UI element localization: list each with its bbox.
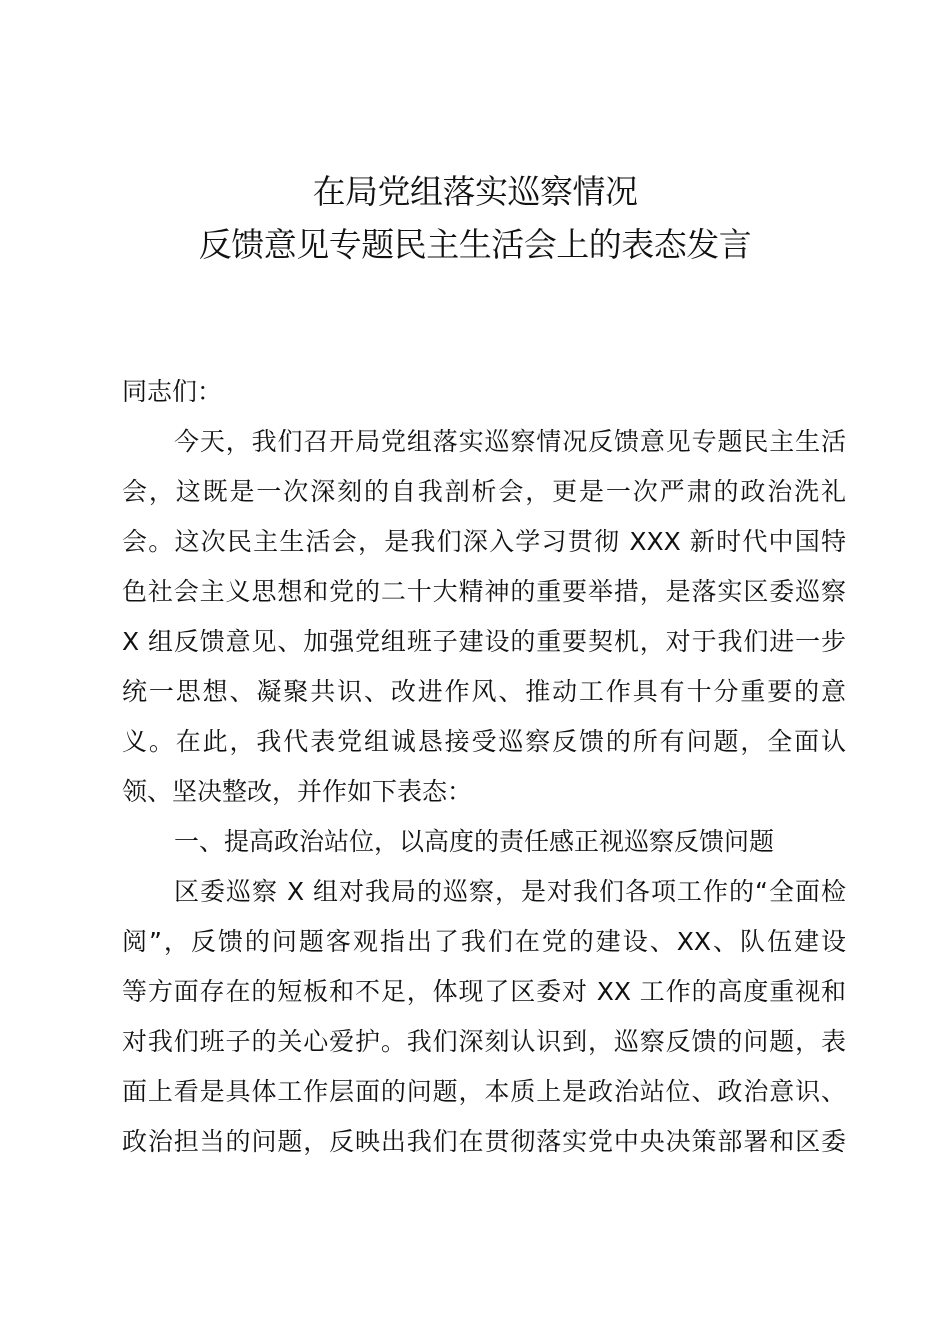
paragraph-line: 等方面存在的短板和不足，体现了区委对 XX 工作的高度重视和 bbox=[122, 977, 846, 1006]
paragraph-line: 会。这次民主生活会，是我们深入学习贯彻 XXX 新时代中国特 bbox=[122, 527, 846, 556]
paragraph-line: 今天，我们召开局党组落实巡察情况反馈意见专题民主生活 bbox=[174, 427, 846, 456]
paragraph-line: 会，这既是一次深刻的自我剖析会，更是一次严肃的政治洗礼 bbox=[122, 477, 846, 506]
paragraph-line: 对我们班子的关心爱护。我们深刻认识到，巡察反馈的问题，表 bbox=[122, 1027, 846, 1056]
section-heading: 一、提高政治站位，以高度的责任感正视巡察反馈问题 bbox=[174, 827, 775, 856]
paragraph-line: 区委巡察 X 组对我局的巡察，是对我们各项工作的“全面检 bbox=[174, 877, 846, 906]
paragraph-line: 色社会主义思想和党的二十大精神的重要举措，是落实区委巡察 bbox=[122, 577, 846, 606]
paragraph-line: 义。在此，我代表党组诚恳接受巡察反馈的所有问题，全面认 bbox=[122, 727, 846, 756]
paragraph-line: 领、坚决整改，并作如下表态： bbox=[122, 777, 473, 806]
salutation: 同志们： bbox=[122, 377, 223, 406]
paragraph-line: 统一思想、凝聚共识、改进作风、推动工作具有十分重要的意 bbox=[122, 677, 846, 706]
paragraph-line: 阅”，反馈的问题客观指出了我们在党的建设、XX、队伍建设 bbox=[122, 927, 846, 956]
document-title-line-2: 反馈意见专题民主生活会上的表态发言 bbox=[198, 225, 752, 264]
paragraph-line: 面上看是具体工作层面的问题，本质上是政治站位、政治意识、 bbox=[122, 1077, 846, 1106]
paragraph-line: 政治担当的问题，反映出我们在贯彻落实党中央决策部署和区委 bbox=[122, 1127, 846, 1156]
paragraph-line: X 组反馈意见、加强党组班子建设的重要契机，对于我们进一步 bbox=[122, 627, 846, 656]
document-title-line-1: 在局党组落实巡察情况 bbox=[312, 172, 638, 211]
